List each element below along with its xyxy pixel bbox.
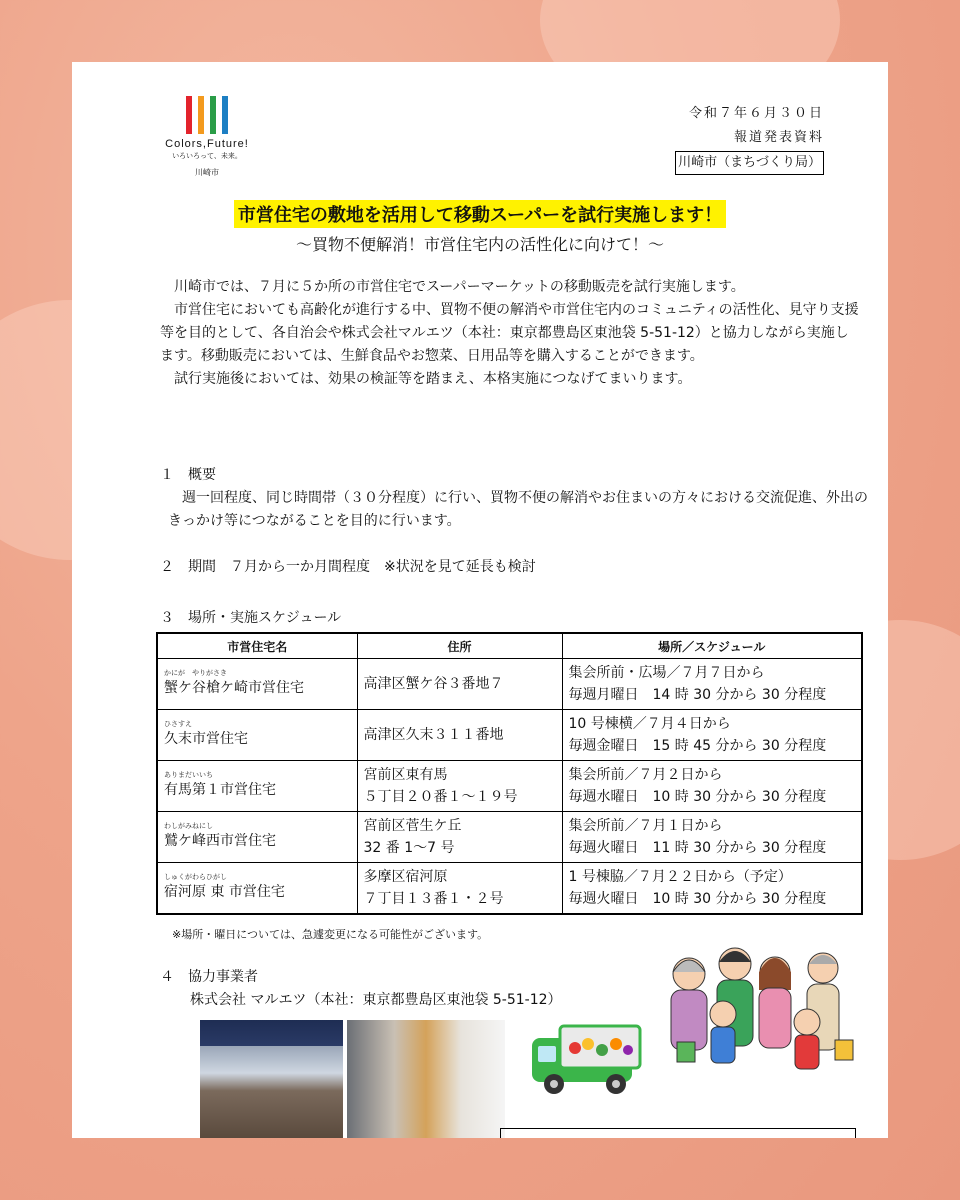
housing-name: 宿河原 東 市営住宅: [164, 884, 285, 900]
schedule-time: 毎週月曜日 14 時 30 分から 30 分程度: [568, 687, 827, 703]
schedule-time: 毎週火曜日 10 時 30 分から 30 分程度: [568, 891, 827, 907]
schedule-time: 毎週火曜日 11 時 30 分から 30 分程度: [568, 840, 827, 856]
address-line: 32 番 1～7 号: [363, 840, 455, 856]
housing-name: 鷲ケ峰西市営住宅: [164, 833, 276, 849]
schedule-time: 毎週水曜日 10 時 30 分から 30 分程度: [568, 789, 827, 805]
section3-heading: ３ 場所・実施スケジュール: [160, 610, 342, 626]
housing-name: 蟹ケ谷槍ケ崎市営住宅: [164, 680, 304, 696]
schedule-place: 集会所前・広場／７月７日から: [568, 665, 765, 681]
table-header-row: [157, 633, 862, 659]
schedule-place: 集会所前／７月１日から: [568, 818, 723, 834]
housing-name: 有馬第１市営住宅: [164, 782, 276, 798]
ruby-text: しゅくがわらひがし: [164, 873, 227, 881]
schedule-cell: [562, 710, 862, 761]
logo-tagline: いろいろって、未来。: [172, 152, 242, 160]
column-header: 住所: [357, 633, 562, 659]
address-line: 宮前区東有馬: [363, 767, 448, 783]
page-title: 市営住宅の敷地を活用して移動スーパーを試行実施します！: [234, 200, 726, 228]
ruby-text: ひさすえ: [164, 720, 192, 728]
release-date: 令和７年６月３０日: [688, 106, 824, 121]
housing-name-cell: [157, 812, 357, 863]
section1-body: 週一回程度、同じ時間帯（３０分程度）に行い、買物不便の解消やお住まいの方々における交流促進、外出のきっかけ等につながることを目的に行います。: [168, 490, 868, 529]
schedule-place: 1 号棟脇／７月２２日から（予定）: [568, 869, 792, 885]
press-release-page: [72, 62, 888, 1138]
intro-text: [160, 276, 860, 391]
column-header: 市営住宅名: [157, 633, 357, 659]
page-subtitle: ～買物不便解消！市営住宅内の活性化に向けて！～: [295, 235, 664, 254]
ruby-text: わしがみねにし: [164, 822, 213, 830]
table-row: [157, 863, 862, 915]
housing-name-cell: [157, 761, 357, 812]
ruby-text: ありまだいいち: [164, 771, 213, 779]
table-row: [157, 761, 862, 812]
logo-brand: Colors,Future!: [165, 138, 249, 150]
section4-body: 株式会社 マルエツ（本社：東京都豊島区東池袋 5-51-12）: [190, 992, 562, 1008]
schedule-note: ※場所・曜日については、急遽変更になる可能性がございます。: [172, 928, 489, 941]
kawasaki-logo: [152, 96, 262, 178]
doc-type: 報道発表資料: [733, 130, 824, 145]
address-cell: [357, 863, 562, 915]
address-cell: [357, 710, 562, 761]
address-cell: [357, 812, 562, 863]
section4-heading: ４ 協力事業者: [160, 969, 258, 985]
schedule-cell: [562, 863, 862, 915]
table-row: [157, 659, 862, 710]
address-line: 宮前区菅生ケ丘: [363, 818, 462, 834]
schedule-cell: [562, 761, 862, 812]
empty-box: [500, 1128, 856, 1138]
schedule-time: 毎週金曜日 15 時 45 分から 30 分程度: [568, 738, 827, 754]
family-illustration-icon: [657, 942, 867, 1082]
table-row: [157, 812, 862, 863]
schedule-place: 10 号棟横／７月４日から: [568, 716, 731, 732]
column-header: 場所／スケジュール: [562, 633, 862, 659]
release-meta: [675, 102, 824, 175]
logo-bars-icon: [152, 96, 262, 134]
intro-paragraph: 市営住宅においても高齢化が進行する中、買物不便の解消や市営住宅内のコミュニティの活性化、見守り支援等を目的として、各自治会や株式会社マルエツ（本社：東京都豊島区東池袋 5-51-12）と協力しながら実施します。移動販売においては、生鮮食品やお惣菜、日用品等を購入することができます。: [160, 302, 859, 364]
truck-icon: [530, 1020, 650, 1100]
housing-name-cell: [157, 710, 357, 761]
section1-heading: １ 概要: [160, 467, 216, 483]
section2-heading: ２ 期間 ７月から一か月間程度 ※状況を見て延長も検討: [160, 559, 536, 575]
intro-paragraph: 試行実施後においては、効果の検証等を踏まえ、本格実施につなげてまいります。: [174, 371, 692, 387]
housing-name-cell: [157, 863, 357, 915]
table-row: [157, 710, 862, 761]
intro-paragraph: 川崎市では、７月に５か所の市営住宅でスーパーマーケットの移動販売を試行実施します。: [174, 279, 745, 295]
housing-name: 久末市営住宅: [164, 731, 248, 747]
schedule-cell: [562, 659, 862, 710]
address-line: 高津区蟹ケ谷３番地７: [363, 676, 504, 692]
address-line: ７丁目１３番１・２号: [363, 891, 504, 907]
address-line: ５丁目２０番１～１９号: [363, 789, 518, 805]
department-box: 川崎市（まちづくり局）: [675, 151, 824, 175]
address-line: 高津区久末３１１番地: [363, 727, 504, 743]
housing-name-cell: [157, 659, 357, 710]
schedule-place: 集会所前／７月２日から: [568, 767, 723, 783]
market-stall-photo: [200, 1020, 343, 1138]
ruby-text: かにが やりがさき: [164, 669, 227, 677]
logo-city: 川崎市: [195, 168, 219, 177]
mobile-truck-photo: [347, 1020, 505, 1138]
schedule-table: [156, 632, 863, 915]
address-line: 多摩区宿河原: [363, 869, 448, 885]
address-cell: [357, 761, 562, 812]
schedule-cell: [562, 812, 862, 863]
address-cell: [357, 659, 562, 710]
